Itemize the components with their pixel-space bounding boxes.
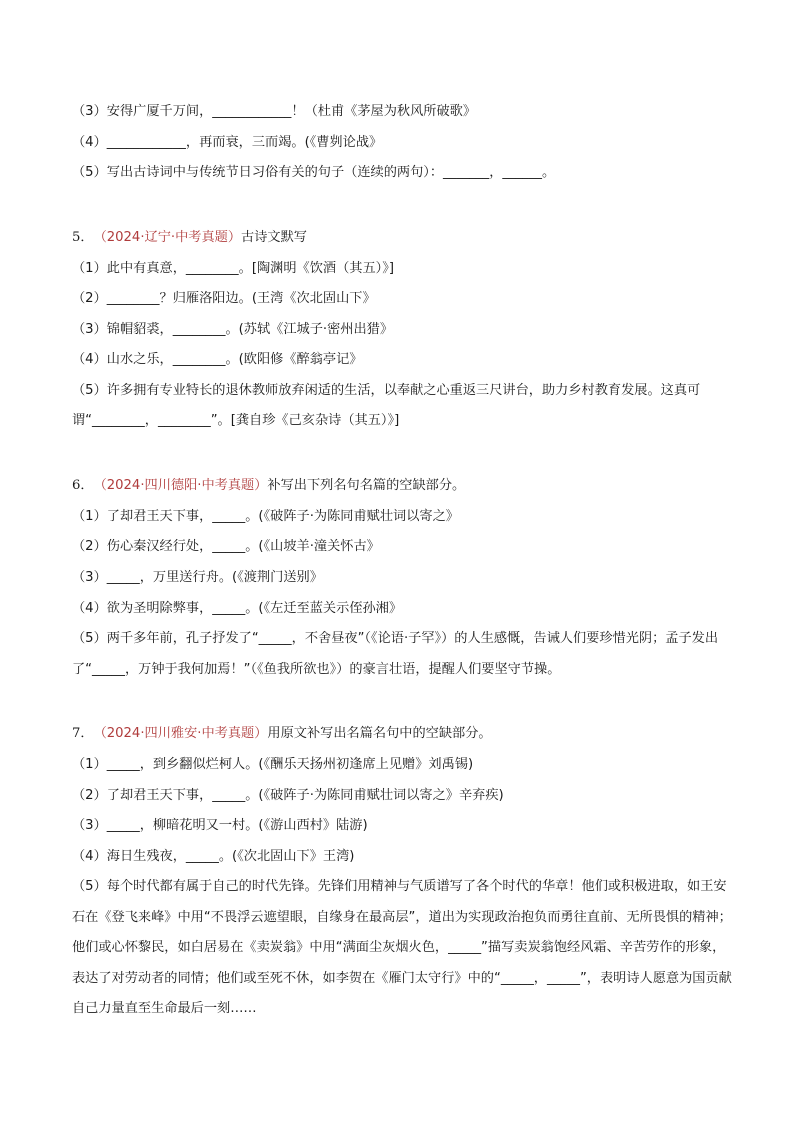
q5-item-1: （1）此中有真意，________。[陶渊明《饮酒（其五）》] <box>72 260 394 276</box>
source-close-paren: ） <box>254 478 268 494</box>
spacer <box>72 685 732 719</box>
question-title: 补写出下列名句名篇的空缺部分。 <box>267 478 466 494</box>
q7-item-3: （3）_____，柳暗花明又一村。(《游山西村》陆游) <box>72 818 368 834</box>
q4-item-5: （5）写出古诗词中与传统节日习俗有关的句子（连续的两句）：_______，______。 <box>72 165 556 181</box>
source-close-paren: ） <box>254 726 268 742</box>
content <box>72 97 732 1025</box>
q6-item-1: （1）了却君王天下事，_____。(《破阵子·为陈同甫赋壮词以寄之》 <box>72 508 459 524</box>
spacer <box>72 189 732 223</box>
q6-item-3: （3）_____，万里送行舟。(《渡荆门送别》 <box>72 570 323 586</box>
source-open-paren: （ <box>93 230 107 246</box>
question-source: 2024·四川德阳·中考真题 <box>106 478 255 494</box>
source-open-paren: （ <box>93 478 107 494</box>
question-title: 用原文补写出名篇名句中的空缺部分。 <box>267 726 492 742</box>
question-6-header <box>72 471 732 502</box>
question-source: 2024·四川雅安·中考真题 <box>106 726 255 742</box>
q6-item-2: （2）伤心秦汉经行处，_____。(《山坡羊·潼关怀古》 <box>72 539 380 555</box>
q5-item-2: （2）________？归雁洛阳边。(王湾《次北固山下》 <box>72 291 376 307</box>
q7-item-2: （2）了却君王天下事，_____。(《破阵子·为陈同甫赋壮词以寄之》辛弃疾) <box>72 787 504 803</box>
q7-item-5: （5）每个时代都有属于自己的时代先锋。先锋们用精神与气质谱写了各个时代的华章！他们或积极进取，如王安石在《登飞来峰》中用“不畏浮云遮望眼，自缘身在最高层”，道出为实现政治抱负而勇往直前、无所畏惧的精神；他们或心怀黎民，如白居易在《卖炭翁》中用“满面尘灰烟火色，_____”描写卖炭翁饱经风霜、辛苦劳作的形象，表达了对劳动者的同情；他们或至死不休，如李贺在《雁门太守行》中的“_____，_____”，表明诗人愿意为国贡献自己力量直至生命最后一刻…… <box>72 879 732 1017</box>
q7-item-4: （4）海日生残夜，_____。(《次北固山下》王湾) <box>72 848 355 864</box>
q6-item-4: （4）欲为圣明除弊事，_____。(《左迁至蓝关示侄孙湘》 <box>72 600 403 616</box>
question-title: 古诗文默写 <box>241 230 307 246</box>
question-5-header <box>72 223 732 254</box>
q7-item-1: （1）_____，到乡翻似烂柯人。(《酬乐天扬州初逢席上见赠》刘禹锡) <box>72 756 474 772</box>
question-number: 6． <box>72 478 94 494</box>
q4-item-4: （4）____________，再而衰，三而竭。(《曹刿论战》 <box>72 134 383 150</box>
question-7-header <box>72 719 732 750</box>
question-number: 5． <box>72 230 94 246</box>
q5-item-5: （5）许多拥有专业特长的退休教师放弃闲适的生活，以奉献之心重返三尺讲台，助力乡村教育发展。这真可谓“________，________”。[龚自珍《己亥杂诗（其五）》] <box>72 382 701 429</box>
spacer <box>72 437 732 471</box>
source-open-paren: （ <box>93 726 107 742</box>
source-close-paren: ） <box>227 230 242 246</box>
question-number: 7． <box>72 726 94 742</box>
question-source: 2024·辽宁·中考真题 <box>106 230 228 246</box>
q6-item-5: （5）两千多年前，孔子抒发了“_____，不舍昼夜”（《论语·子罕》）的人生感慨，告诫人们要珍惜光阴；孟子发出了“_____，万钟于我何加焉！”（《鱼我所欲也》）的豪言壮语，提醒人们要坚守节操。 <box>72 630 719 677</box>
q5-item-4: （4）山水之乐，________。(欧阳修《醉翁亭记》 <box>72 352 363 368</box>
q5-item-3: （3）锦帽貂裘，________。(苏轼《江城子·密州出猎》 <box>72 321 394 337</box>
q4-item-3: （3）安得广厦千万间，____________！（杜甫《茅屋为秋风所破歌》 <box>72 104 477 120</box>
